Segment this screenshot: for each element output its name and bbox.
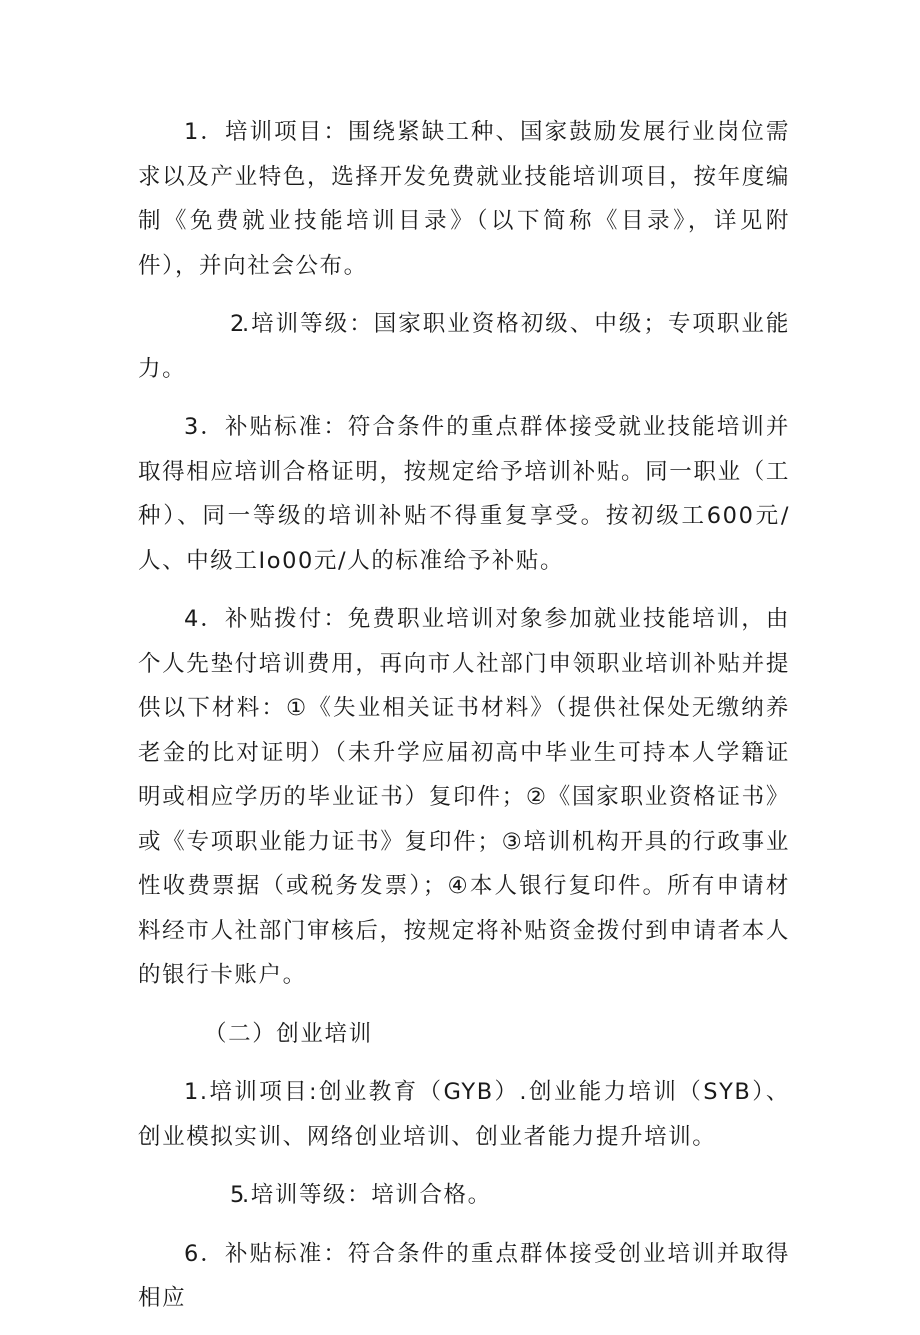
paragraph-training-project: 1．培训项目：围绕紧缺工种、国家鼓励发展行业岗位需求以及产业特色，选择开发免费就业技能培训项目，按年度编制《免费就业技能培训目录》（以下简称《目录》，详见附件），并向社会公布。 bbox=[138, 119, 790, 279]
item-text: .培训等级：培训合格。 bbox=[242, 1182, 492, 1208]
paragraph-entrepreneurship-subsidy: 6．补贴标准：符合条件的重点群体接受创业培训并取得相应 bbox=[138, 1240, 790, 1311]
item-number: 5 bbox=[230, 1182, 246, 1208]
paragraph-entrepreneurship-project: 1.培训项目:创业教育（GYB）.创业能力培训（SYB）、创业模拟实训、网络创业培训、创业者能力提升培训。 bbox=[138, 1079, 790, 1150]
item-text: .培训等级：国家职业资格初级、中级；专项职业能力。 bbox=[138, 311, 790, 382]
item-number: 2 bbox=[230, 311, 246, 337]
section-heading-entrepreneurship: （二）创业培训 bbox=[204, 1020, 373, 1047]
paragraph-subsidy-payment: 4．补贴拨付：免费职业培训对象参加就业技能培训，由个人先垫付培训费用，再向市人社部门申领职业培训补贴并提供以下材料：①《失业相关证书材料》（提供社保处无缴纳养老金的比对证明）（未升学应届初高中毕业生可持本人学籍证明或相应学历的毕业证书）复印件；②《国家职业资格证书》或《专项职业能力证书》复印件；③培训机构开具的行政事业性收费票据（或税务发票）；④本人银行复印件。所有申请材料经市人社部门审核后，按规定将补贴资金拨付到申请者本人的银行卡账户。 bbox=[138, 606, 790, 988]
document-body bbox=[138, 110, 790, 1335]
paragraph-training-level bbox=[138, 302, 790, 391]
paragraph-entrepreneurship-level bbox=[138, 1173, 790, 1218]
paragraph-subsidy-standard: 3．补贴标准：符合条件的重点群体接受就业技能培训并取得相应培训合格证明，按规定给予培训补贴。同一职业（工种）、同一等级的培训补贴不得重复享受。按初级工600元/人、中级工Io00元/人的标准给予补贴。 bbox=[138, 414, 790, 574]
